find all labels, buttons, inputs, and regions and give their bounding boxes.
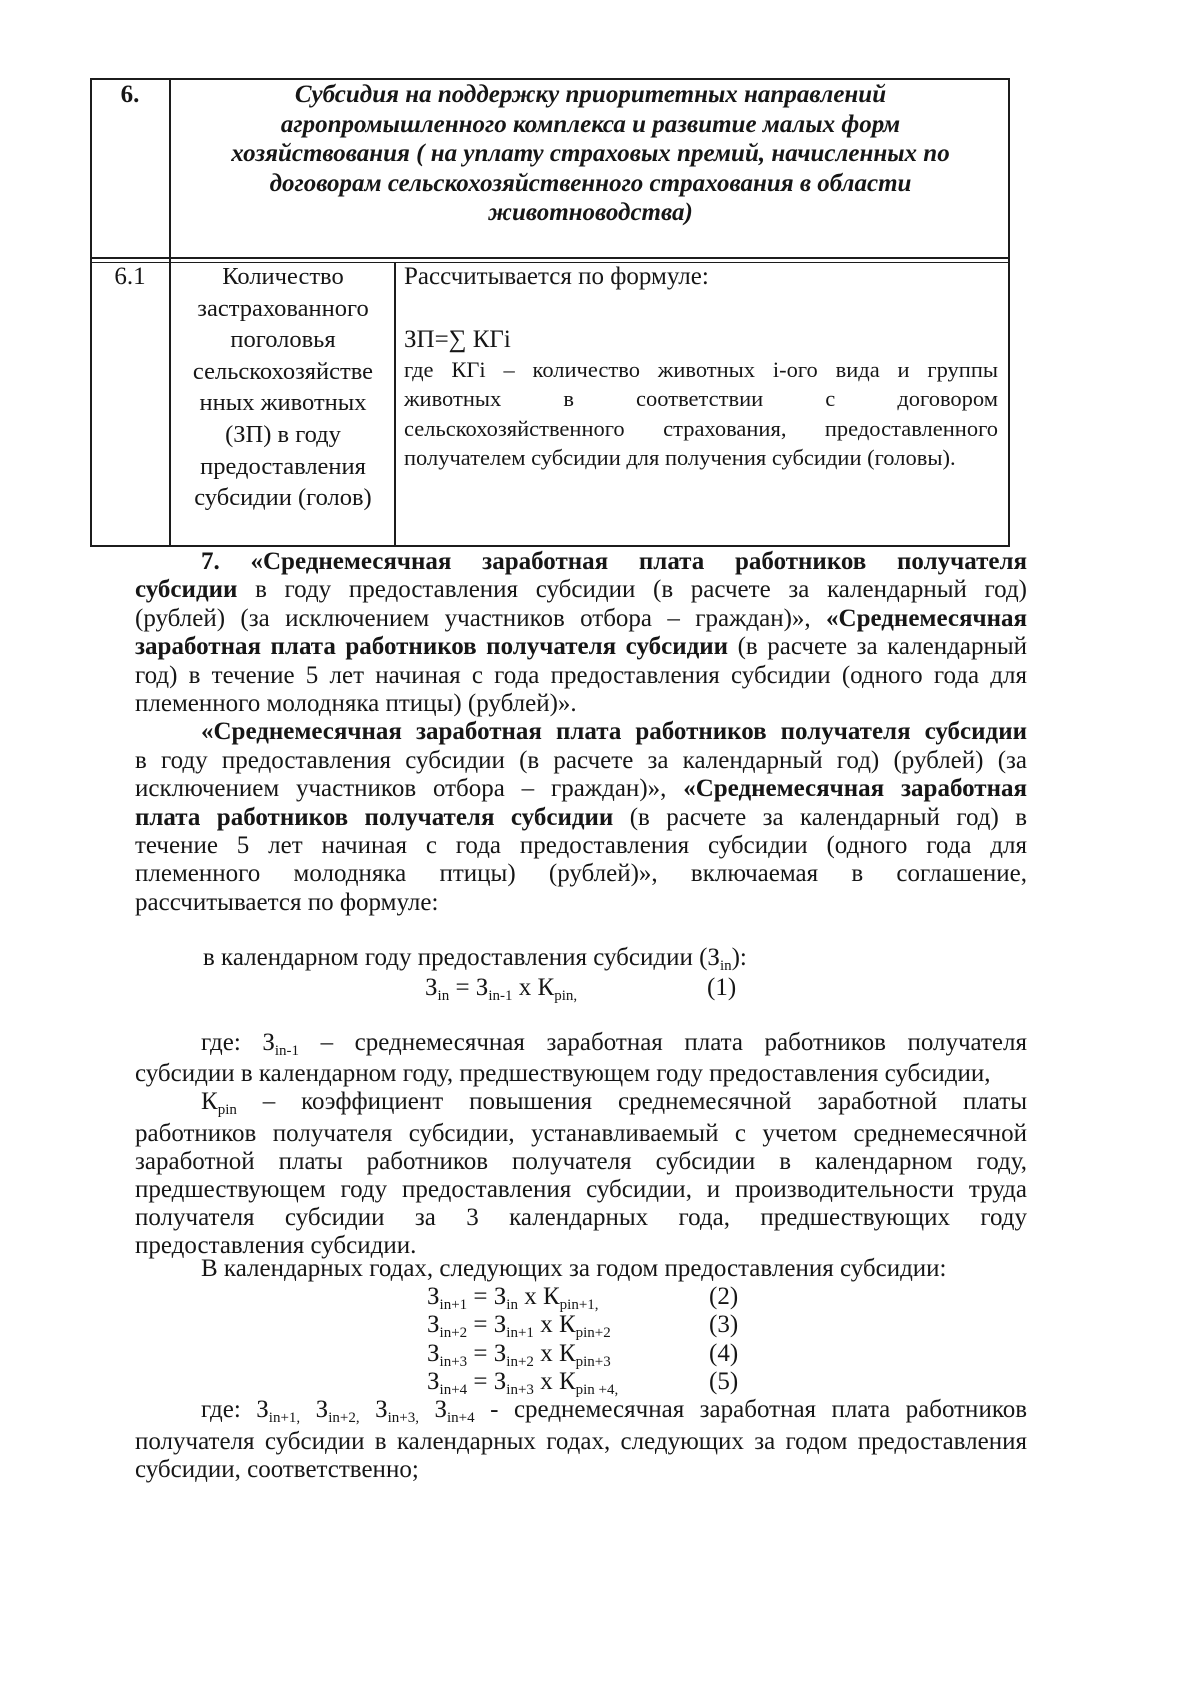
subscript: pin +4, <box>575 1381 619 1398</box>
subscript: pin <box>217 1102 237 1119</box>
text-line <box>135 718 1027 746</box>
subscript: in+2 <box>506 1353 534 1370</box>
text-run: З <box>427 1283 440 1310</box>
text-line <box>135 1456 1027 1485</box>
text-run: в году предоставления субсидии (в расчете за календарный год) (рублей) (за <box>135 746 1027 774</box>
text-run: течение 5 лет начиная с года предоставления субсидии (одного года для <box>135 832 1027 860</box>
text-run: = З <box>449 974 489 1001</box>
subscript: in <box>719 957 732 974</box>
text-run: год) в течение 5 лет начиная с года предоставления субсидии (одного года для <box>135 661 1027 689</box>
text-line: где КГi – количество животных i-ого вида и группы <box>404 357 998 382</box>
text-line <box>135 605 1027 633</box>
text-line <box>135 1428 1027 1457</box>
text-run: = З <box>467 1368 507 1395</box>
text-run: x К <box>533 1311 576 1338</box>
text-run: предоставления субсидии. <box>135 1232 417 1260</box>
text-line: получателем субсидии для получения субсидии (головы). <box>404 444 956 470</box>
title-line: Субсидия на поддержку приоритетных направлений <box>294 81 887 108</box>
text-run: З <box>419 1396 448 1423</box>
text-run: x К <box>533 1340 576 1367</box>
text-run: в календарном году предоставления субсидии (З <box>203 944 720 971</box>
subscript: in+1 <box>506 1324 534 1341</box>
text-run: - среднемесячная заработная плата работников <box>474 1396 1027 1423</box>
row-number: 6. <box>120 81 140 108</box>
bold-text: «Среднемесячная заработная <box>683 775 1027 803</box>
subscript: pin, <box>554 987 578 1004</box>
formula-2 <box>427 1283 599 1314</box>
formula-number: (5) <box>709 1368 739 1395</box>
indicator-line: сельскохозяйстве <box>192 357 374 385</box>
text-line: сельскохозяйственного страхования, предоставленного <box>404 415 998 441</box>
text-run: = З <box>467 1311 507 1338</box>
method-formula: ЗП=∑ КГi <box>404 326 511 353</box>
paragraph-block <box>135 1396 1027 1485</box>
indicator-line: Количество <box>222 263 344 290</box>
text-run: получателя субсидии за 3 календарных года, предшествующих году <box>135 1204 1027 1232</box>
subscript: in+2 <box>439 1324 468 1341</box>
indicator-line: поголовья <box>230 326 336 354</box>
bold-text: плата работников получателя субсидии <box>135 803 614 831</box>
row-number: 6.1 <box>114 263 146 290</box>
text-run: где: З <box>201 1396 269 1423</box>
text-line <box>135 832 1027 860</box>
text-line <box>135 889 1027 917</box>
title-line: агропромышленного комплекса и развитие малых форм <box>280 110 901 138</box>
text-line <box>135 804 1027 832</box>
paragraph-block <box>135 1029 1027 1261</box>
text-line <box>135 1120 1027 1148</box>
text-run: предшествующем году предоставления субсидии, и производительности труда <box>135 1176 1027 1204</box>
indicator-line: нных животных <box>199 389 367 417</box>
text-run: – коэффициент повышения среднемесячной заработной платы <box>236 1088 1027 1116</box>
text-line <box>135 662 1027 690</box>
text-run: получателя субсидии в календарных годах, следующих за годом предоставления <box>135 1427 1027 1455</box>
text-run: x К <box>517 1283 560 1310</box>
section-title <box>171 80 1010 228</box>
text-run: племенного молодняка птицы) (рублей)», включаемая в соглашение, <box>135 860 1027 888</box>
subscript: in+1, <box>268 1409 301 1426</box>
subscript: in+3 <box>506 1381 534 1398</box>
indicator-line: (ЗП) в году <box>225 420 341 448</box>
bold-text: заработная плата работников получателя субсидии <box>135 633 729 661</box>
subscript: in-1 <box>488 987 513 1004</box>
subscript: in <box>437 987 450 1004</box>
text-run: субсидии в календарном году, предшествующем году предоставления субсидии, <box>135 1060 991 1088</box>
row-divider <box>90 257 1010 259</box>
indicator-line: субсидии (голов) <box>194 484 372 512</box>
formula-4 <box>427 1340 611 1371</box>
bold-text: «Среднемесячная заработная плата работников получателя субсидии <box>201 718 1027 746</box>
text-line <box>135 633 1027 661</box>
formula-number: (3) <box>709 1311 739 1338</box>
text-line <box>135 747 1027 775</box>
paragraph-block <box>135 548 1027 917</box>
subscript: pin+3 <box>575 1353 611 1370</box>
subscript: in+4 <box>439 1381 468 1398</box>
text-line <box>135 1088 1027 1119</box>
method-description <box>404 355 998 472</box>
text-run: З <box>427 1368 440 1395</box>
formula-number: (4) <box>709 1340 739 1367</box>
subscript: in+4 <box>447 1409 475 1426</box>
text-run: З <box>359 1396 388 1423</box>
text-run: = З <box>467 1340 507 1367</box>
text-run: – среднемесячная заработная плата работников получателя <box>299 1029 1028 1056</box>
text-run: племенного молодняка птицы) (рублей)». <box>135 690 577 718</box>
text-run: x К <box>533 1368 576 1395</box>
formula-1 <box>425 974 577 1005</box>
text-line <box>135 548 1027 576</box>
text-line <box>135 1396 1027 1428</box>
text-line <box>135 775 1027 803</box>
text-run: работников получателя субсидии, устанавливаемый с учетом среднемесячной <box>135 1119 1027 1147</box>
subscript: pin+1, <box>559 1296 599 1313</box>
indicator-name <box>171 261 395 514</box>
text-line <box>135 1176 1027 1204</box>
formula-number: (2) <box>709 1283 739 1310</box>
bold-text: субсидии <box>135 576 238 604</box>
subscript: in+3 <box>439 1353 468 1370</box>
method-intro: Рассчитывается по формуле: <box>404 263 709 290</box>
text-run: К <box>201 1088 218 1116</box>
bold-text: «Среднемесячная <box>826 604 1027 632</box>
text-line <box>135 1148 1027 1176</box>
subscript: in+3, <box>387 1409 419 1426</box>
text-run: = З <box>467 1283 507 1310</box>
text-line <box>135 690 1027 718</box>
text-line: В календарных годах, следующих за годом предоставления субсидии: <box>201 1255 947 1282</box>
text-run: заработной платы работников получателя субсидии в календарном году, <box>135 1147 1027 1175</box>
text-run: x К <box>512 974 555 1001</box>
paragraph-block <box>135 1255 1027 1283</box>
text-line: животных в соответствии с договором <box>404 386 998 412</box>
subscript: in+1 <box>439 1296 468 1313</box>
subscript: in <box>506 1296 518 1313</box>
text-run: (в расчете за календарный <box>728 633 1028 661</box>
text-line <box>135 860 1027 888</box>
subscript: in-1 <box>274 1042 300 1059</box>
bold-text: 7. «Среднемесячная заработная плата работников получателя <box>201 548 1027 575</box>
text-run: рассчитывается по формуле: <box>135 888 439 916</box>
subscript: in+2, <box>328 1409 360 1426</box>
indicator-line: предоставления <box>200 452 366 480</box>
text-run: (рублей) (за исключением участников отбора – граждан)», <box>135 604 827 632</box>
text-line <box>135 576 1027 604</box>
subscript: pin+2 <box>575 1324 611 1341</box>
formula-number: (1) <box>707 974 737 1001</box>
indicator-line: застрахованного <box>197 294 369 322</box>
text-line <box>135 1204 1027 1232</box>
text-run: З <box>427 1311 440 1338</box>
text-run: З <box>300 1396 329 1423</box>
formula-3 <box>427 1311 611 1342</box>
text-run: исключением участников отбора – граждан)», <box>135 775 684 803</box>
text-run: (в расчете за календарный год) в <box>613 803 1028 831</box>
text-run: субсидии, соответственно; <box>135 1456 419 1483</box>
text-line <box>135 1029 1027 1060</box>
text-line <box>135 1060 1027 1088</box>
formula-intro <box>203 944 747 975</box>
title-line: животноводства) <box>488 199 693 226</box>
text-run: З <box>425 974 438 1001</box>
formula-5 <box>427 1368 618 1399</box>
title-line: хозяйствования ( на уплату страховых премий, начисленных по <box>231 140 950 167</box>
text-run: З <box>427 1340 440 1367</box>
text-run: в году предоставления субсидии (в расчете за календарный год) <box>237 576 1027 604</box>
title-line: договорам сельскохозяйственного страхования в области <box>269 169 912 197</box>
text-run: где: З <box>201 1029 275 1056</box>
text-run: ): <box>731 944 747 971</box>
